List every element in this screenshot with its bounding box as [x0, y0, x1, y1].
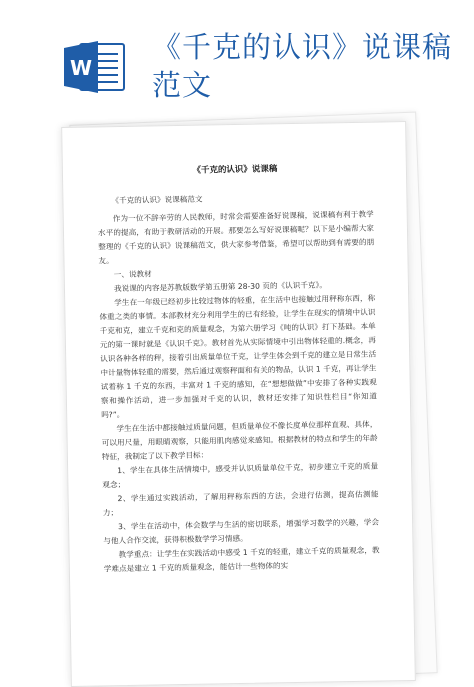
document-page — [61, 121, 416, 687]
word-doc-icon — [62, 38, 128, 96]
document-subheading: 《千克的认识》说课稿范文 — [111, 194, 203, 206]
objective-item-1: 1、学生在具体生活情境中，感受并认识质量单位千克，初步建立千克的质量观念； — [102, 461, 379, 490]
paragraph-analysis: 学生在一年级已经初步比较过物体的轻重，在生活中也接触过用秤称东西，称体重之类的事情。本部教材充分利用学生的已有经验，让学生在现实的情境中认识千克和克，建立千克和克的质量观念，为第六册学习《吨的认识》打下基础。本单元的第一课时就是《认识千克》。教材首先从实际情境中引出物体轻重的.概念，再认识各种各样的秤，接着引出质量单位千克，让学生体会到千克的建立是日常生活中计量物体轻重的需要，然后通过观察秤面和有关的物品，认识 1 千克，再让学生试着称 1 千克的东西，丰富对 1 千克的感知，在“想想做做”中安排了各种实践观察和操作活动，进一步加强对千克的认识，教材还安排了知识性栏目“你知道吗?”。 — [99, 293, 377, 420]
document-title: 《千克的认识》说课稿 — [192, 164, 278, 176]
word-icon-letter: W — [69, 56, 93, 80]
page-title: 《千克的认识》说课稿范文 — [152, 30, 453, 102]
paragraph-objectives-intro: 学生在生活中都接触过质量问题，但质量单位不像长度单位那样直观、具体，可以用尺量，用眼睛观察，只能用肌肉感觉来感知。根据教材的特点和学生的年龄特征，我制定了以下教学目标： — [101, 419, 378, 462]
section-heading-materials: 一、说教材 — [113, 269, 152, 280]
paragraph-key-points: 教学重点：让学生在实践活动中感受 1 千克的轻重，建立千克的质量观念，教学难点是建立 1 千克的质量观念，能估计一些物体的实 — [103, 545, 380, 574]
paragraph-content: 我说课的内容是苏教版数学第五册第 28-30 页的《认识千克》。 — [113, 280, 327, 294]
paragraph-intro: 作为一位不辞辛劳的人民教师，时常会需要准备好说课稿，说课稿有利于教学水平的提高，有助于教研活动的开展。那要怎么写好说课稿呢？以下是小编帮大家整理的《千克的认识》说课稿范文，供大家参考借鉴，希望可以帮助到有需要的朋友。 — [97, 209, 375, 266]
objective-item-2: 2、学生通过实践活动，了解用秤称东西的方法，会进行估测，提高估测能力； — [102, 489, 379, 518]
objective-item-3: 3、学生在活动中，体会数学与生活的密切联系，增强学习数学的兴趣，学会与他人合作交流，获得积极数学学习情感。 — [103, 517, 380, 546]
